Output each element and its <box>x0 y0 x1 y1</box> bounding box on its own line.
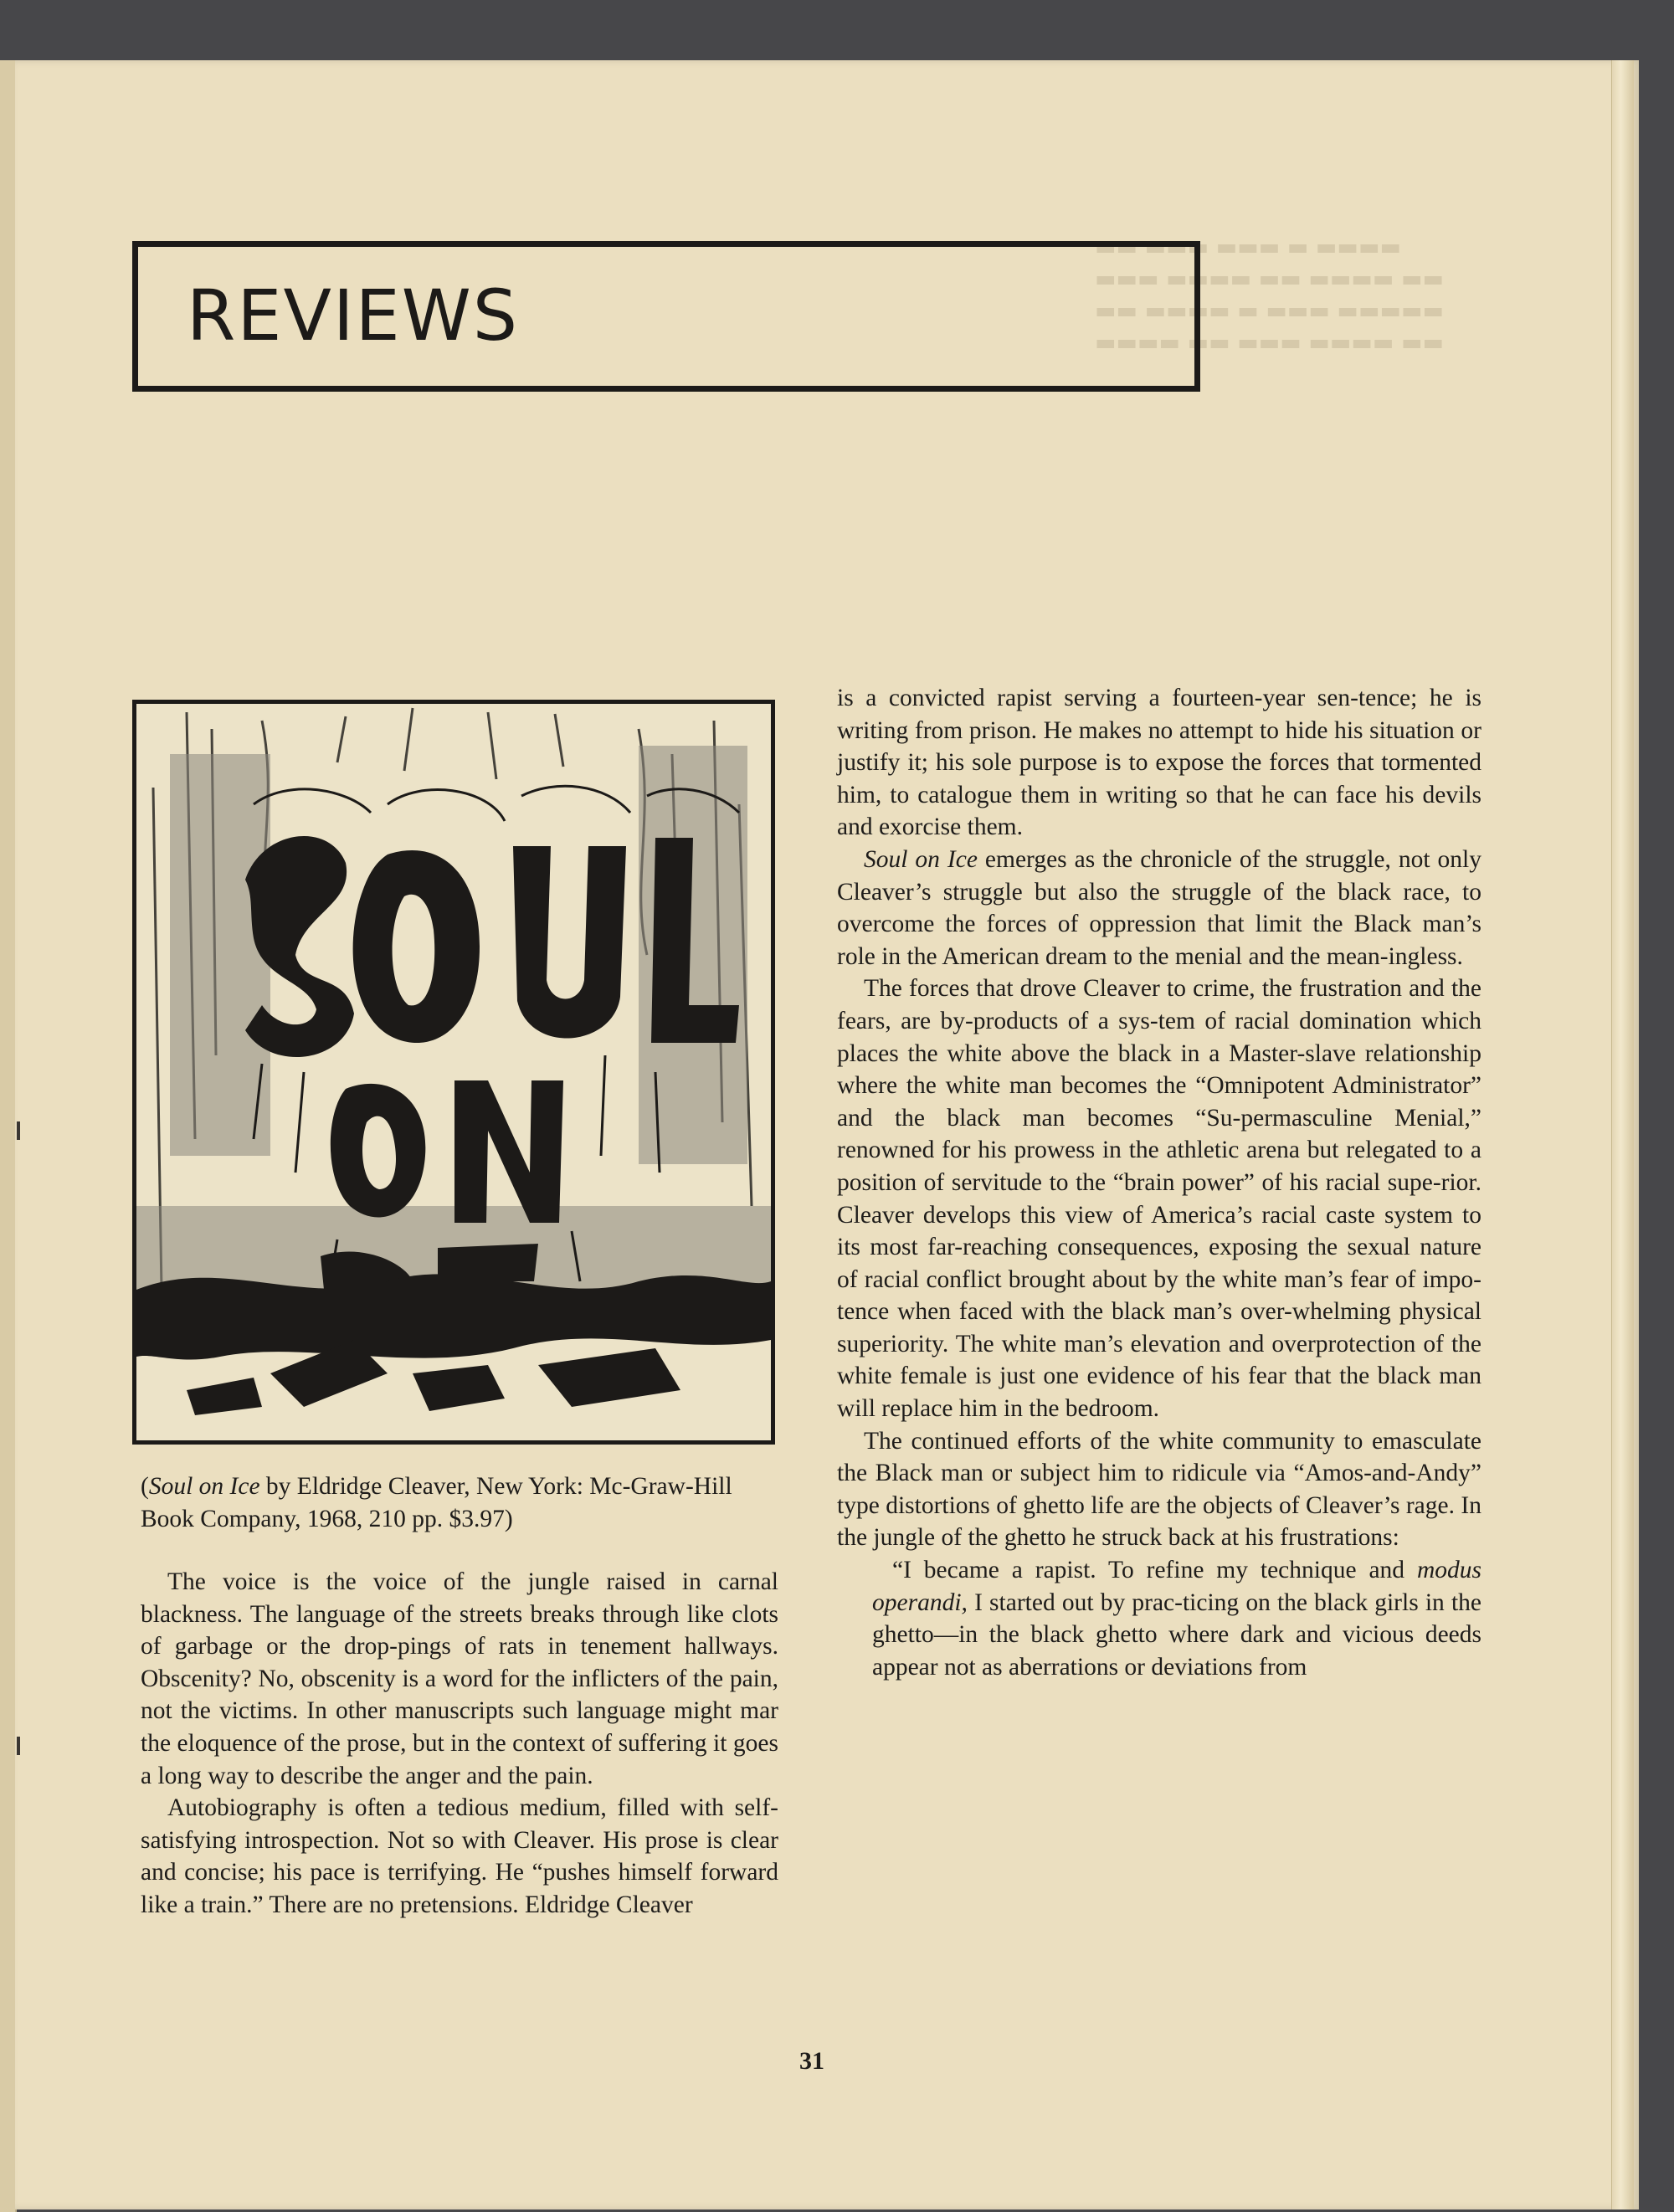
reviews-header-box <box>132 241 1200 392</box>
right-paragraph-2-text: emerges as the chronicle of the struggle, not only Cleaver’s struggle but also the struggle of the black race, to overcome the forces of oppression that limit the Black man’s role in the American dream to the menial and the mean-ingless. <box>837 845 1481 970</box>
book-caption <box>141 1470 777 1535</box>
book-title-italic: Soul on Ice <box>864 845 978 873</box>
left-column <box>141 1566 778 1922</box>
left-paragraph-1: The voice is the voice of the jungle raised in carnal blackness. The language of the streets breaks through like clots of garbage or the drop-pings of rats in tenement hallways. Obscenity? No, obscenity is a word for the inflicters of the pain, not the victims. In other manuscripts such language might mar the eloquence of the prose, but in the context of suffering it goes a long way to describe the anger and the pain. <box>141 1568 778 1789</box>
quote-text-b: I started out by prac-ticing on the black girls in the ghetto—in the black ghetto where dark and vicious deeds appear not as aberrations or deviations from <box>872 1588 1481 1681</box>
previous-page-edge <box>0 60 17 2212</box>
binding-mark <box>17 1121 20 1140</box>
right-column <box>837 682 1481 1683</box>
book-cover-illustration <box>132 700 775 1445</box>
caption-details: by Eldridge Cleaver, New York: Mc-Graw-Hill Book Company, 1968, 210 pp. $3.97) <box>141 1473 732 1532</box>
caption-book-title: Soul on Ice <box>148 1473 260 1500</box>
caption-paren: ( <box>141 1473 149 1500</box>
show-through-text: ▬▬ ▬▬▬ ▬▬▬ ▬ ▬▬▬▬ ▬▬▬ ▬▬▬▬ ▬▬ ▬▬▬▬ ▬▬ ▬▬ ▬▬▬▬ ▬ ▬▬▬ ▬▬▬▬▬ ▬▬▬▬ ▬▬ ▬▬▬ ▬▬▬▬ ▬▬ <box>1095 234 1444 356</box>
right-paragraph-4: The continued efforts of the white community to emasculate the Black man or subject him to ridicule via “Amos-and-Andy” type distortions of ghetto life are the objects of Cleaver’s rage. In the jungle of the ghetto he struck back at his frustrations: <box>837 1427 1481 1552</box>
block-quote <box>872 1554 1481 1683</box>
page-edge-strip <box>1611 60 1634 2209</box>
section-title: REVIEWS <box>187 275 520 357</box>
quote-italic: modus operandi, <box>872 1557 1481 1616</box>
right-paragraph-3: The forces that drove Cleaver to crime, the frustration and the fears, are by-products of a sys-tem of racial domination which places the white above the black in a Master-slave relationship where the white man becomes the “Omnipotent Administrator” and the black man becomes “Su-permasculine Menial,” renowned for his prowess in the athletic arena but relegated to a position of servitude to the “brain power” of his racial supe-rior. Cleaver develops this view of America’s racial caste system to its most far-reaching consequences, exposing the sexual nature of racial conflict brought about by the white man’s fear of impo-tence when faced with the black man’s over-whelming physical superiority. The white man’s elevation and overprotection of the white female is just one evidence of his fear that the black man will replace him in the bedroom. <box>837 975 1481 1423</box>
right-paragraph-1: is a convicted rapist serving a fourteen-year sen-tence; he is writing from prison. He makes no attempt to hide his situation or justify it; his sole purpose is to expose the forces that tormented him, to catalogue them in writing so that he can face his devils and exorcise them. <box>837 685 1481 841</box>
left-paragraph-2: Autobiography is often a tedious medium, filled with self-satisfying introspection. Not so with Cleaver. His prose is clear and concise; his pace is terrifying. He “pushes himself forward like a train.” There are no pretensions. Eldridge Cleaver <box>141 1794 778 1918</box>
right-paragraph-2 <box>837 844 1481 973</box>
quote-text-a: “I became a rapist. To refine my technique and <box>892 1557 1417 1584</box>
soul-on-ice-drawing <box>136 704 771 1440</box>
page-number: 31 <box>799 2047 824 2075</box>
binding-mark <box>17 1737 20 1755</box>
